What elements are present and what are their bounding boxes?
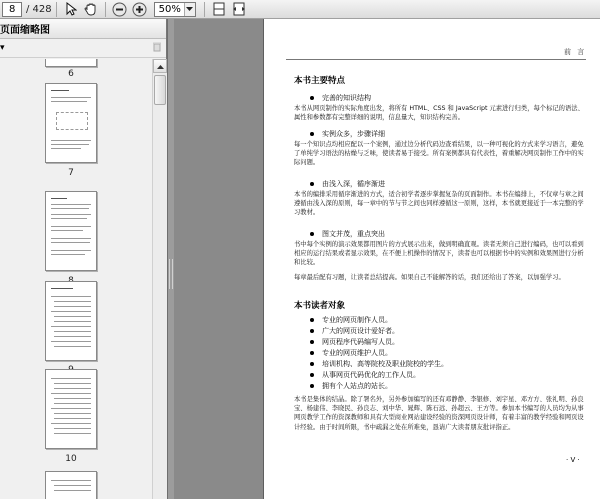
- bullet-marker: [310, 384, 314, 388]
- page-thumbnail[interactable]: [45, 281, 97, 361]
- options-menu-button[interactable]: ▾: [0, 43, 5, 53]
- thumbnails-panel-title: 页面缩略图: [0, 25, 50, 36]
- bullet-marker: [310, 182, 314, 186]
- thumbnail-page-label: 10: [65, 454, 77, 464]
- scroll-thumb[interactable]: [154, 75, 166, 105]
- bullet-marker: [310, 132, 314, 136]
- section-title: 本书读者对象: [294, 301, 346, 311]
- toolbar-divider: [105, 2, 106, 17]
- feature-body: 本书从网页制作的实际角度出发，将所有 HTML、CSS 和 JavaScript 元素进行归类，每个标记的语法、属性和参数都有完整详细的说明，信息量大，知识结构完善。: [294, 105, 584, 122]
- feature-body: 本书的编排采用循序渐进的方式，适合初学者逐步掌握复杂的页面制作。本书在编排上，不仅章与章之间遵循由浅入深的原则，每一章中的节与节之间也同样遵循这一原则，这样，本书就更接近于一本完整的学习教材。: [294, 191, 584, 217]
- running-head: 前 言: [564, 48, 587, 56]
- reader-item: 专业的网页制作人员。: [322, 316, 392, 324]
- fit-width-icon[interactable]: [231, 1, 247, 17]
- chevron-down-icon[interactable]: [184, 3, 195, 16]
- zoom-out-icon[interactable]: [112, 1, 128, 17]
- page-thumbnail-current[interactable]: [45, 191, 97, 271]
- page-number: · V ·: [566, 456, 580, 464]
- bullet-marker: [310, 96, 314, 100]
- page-thumbnail[interactable]: [45, 83, 97, 163]
- reader-item: 拥有个人站点的站长。: [322, 382, 392, 390]
- section-title: 本书主要特点: [294, 76, 346, 86]
- page-number-input[interactable]: 8: [2, 2, 22, 17]
- bullet-marker: [310, 340, 314, 344]
- toolbar-divider: [204, 2, 205, 17]
- panel-splitter[interactable]: [167, 19, 174, 499]
- bullet-marker: [310, 232, 314, 236]
- bullet-marker: [310, 362, 314, 366]
- page-thumbnail[interactable]: [45, 59, 97, 67]
- feature-title: 图文并茂，重点突出: [322, 230, 385, 238]
- fit-page-icon[interactable]: [211, 1, 227, 17]
- hand-tool-icon[interactable]: [83, 1, 99, 17]
- thumbnail-page-label: 7: [68, 168, 74, 178]
- toolbar-divider: [56, 2, 57, 17]
- toolbar: [0, 0, 600, 19]
- bullet-marker: [310, 329, 314, 333]
- thumbnails-panel: [0, 19, 167, 499]
- document-page: [263, 19, 600, 499]
- reader-item: 广大的网页设计爱好者。: [322, 327, 399, 335]
- bullet-marker: [310, 318, 314, 322]
- page-thumbnail[interactable]: [45, 471, 97, 499]
- thumbnails-list[interactable]: [0, 59, 152, 499]
- thumbnails-scrollbar[interactable]: [152, 59, 167, 499]
- bullet-marker: [310, 351, 314, 355]
- reader-item: 培训机构、高等院校及职业院校的学生。: [322, 360, 448, 368]
- thumbnail-page-label: 6: [68, 69, 74, 79]
- splitter-grip[interactable]: [169, 259, 173, 289]
- bullet-marker: [310, 373, 314, 377]
- feature-title: 完善的知识结构: [322, 94, 371, 102]
- feature-body: 每一个知识点均相应配以一个案例，通过边分析代码边查看结果，以一种可视化的方式来学习语言，避免了单纯学习语法的枯燥与乏味，使读者易于接受。所有案例都具有代表性，着重解决网页制作工作中的实际问题。: [294, 141, 584, 167]
- closing-paragraph: 每章最后配有习题，让读者总结提高。如果自己不能解答的话，我们还给出了答案，以加强学习。: [294, 274, 565, 281]
- authors-paragraph: 本书是集体的结晶。除了署名外，另外参加编写的还有邓静静、李银修、刘宇星、邓方方、张礼明、孙良宝、杨建伟、李晓民、孙良志、刘中华、晁辉、陈石远、孙超云、王方等。参加本书编写的人员均为从事网页教学工作的资深教师和具有大型商业网站建设经验的资深网页设计师，有着丰富的教学经验和网页设计经验。由于时间所限，书中疏漏之处在所难免，恳请广大读者朋友批评指正。: [294, 396, 584, 431]
- zoom-level-value: 50%: [158, 3, 181, 15]
- zoom-in-icon[interactable]: [132, 1, 148, 17]
- thumbnails-options-bar: [0, 39, 166, 58]
- feature-title: 实例众多，步骤详细: [322, 130, 385, 138]
- reader-item: 专业的网页维护人员。: [322, 349, 392, 357]
- page-thumbnail[interactable]: [45, 369, 97, 449]
- scroll-up-button[interactable]: [153, 59, 167, 73]
- total-pages-label: / 428: [26, 3, 52, 15]
- thumbnails-panel-header: [0, 19, 166, 39]
- zoom-level-select[interactable]: [154, 2, 196, 17]
- feature-title: 由浅入深，循序渐进: [322, 180, 385, 188]
- delete-icon[interactable]: [152, 41, 162, 55]
- reader-item: 从事网页代码优化的工作人员。: [322, 371, 420, 379]
- feature-body: 书中每个实例的演示效果都用图片的方式展示出来，做到明确直观。读者无须自己进行编码，也可以看到相应的运行结果或者显示效果，在不便上机操作的情况下，读者也可以根据书中的实例和效果图进行分析和比较。: [294, 241, 584, 267]
- header-rule: [286, 59, 586, 60]
- reader-item: 网页程序代码编写人员。: [322, 338, 399, 346]
- select-tool-icon[interactable]: [63, 1, 79, 17]
